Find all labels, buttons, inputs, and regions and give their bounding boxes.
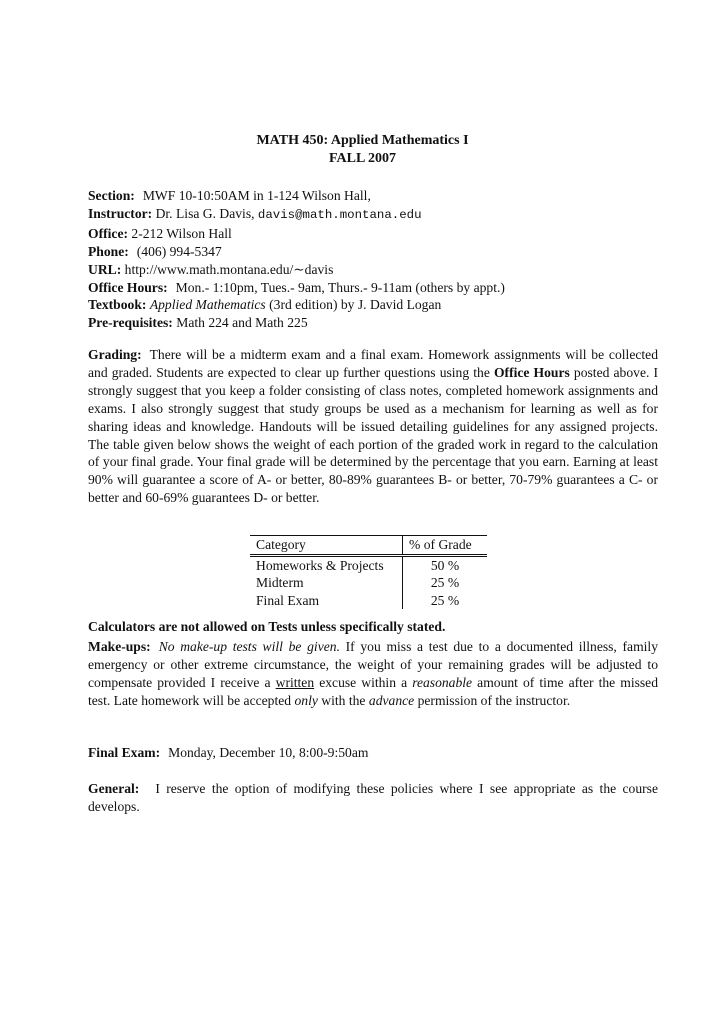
url-row — [88, 261, 668, 279]
makeups-written: written — [275, 674, 315, 690]
table-row — [250, 555, 487, 574]
grading-label: Grading: — [88, 347, 142, 362]
general-label: General: — [88, 781, 140, 796]
grading-text-2: posted above. I strongly suggest that you keep a folder consisting of class notes, completed homework assignments and exams. I also strongly suggest that study groups be used as a mechanism for learning as well as for sharing ideas and knowledge. Handouts will be issued detailing guidelines for any assigned projects. The table given below shows the weight of each portion of the graded work in regard to the calculation of your final grade. Your final grade will be determined by the percentage that you earn. Earning at least 90% will guarantee a score of A- or better, 80-89% guarantees B- or better, 70-79% guarantees a C- or better and 60-69% guarantees D- or better. — [88, 364, 659, 506]
makeups-reasonable: reasonable — [412, 674, 473, 690]
office-value: 2-212 Wilson Hall — [131, 225, 232, 241]
row-category: Midterm — [250, 574, 403, 592]
section-row — [88, 187, 668, 205]
prereq-value: Math 224 and Math 225 — [176, 315, 308, 331]
phone-label: Phone: — [88, 243, 129, 259]
table-header-row — [250, 536, 487, 556]
url-value: http://www.math.montana.edu/∼davis — [124, 261, 334, 277]
calculators-notice: Calculators are not allowed on Tests unless specifically stated. — [88, 619, 446, 634]
term-title: FALL 2007 — [328, 151, 397, 166]
instructor-name: Dr. Lisa G. Davis, — [155, 205, 255, 221]
office-hours-row — [88, 279, 668, 297]
final-exam-row — [88, 744, 658, 762]
prereq-label: Pre-requisites: — [88, 315, 173, 331]
row-category: Homeworks & Projects — [250, 555, 403, 574]
course-title: MATH 450: Applied Mathematics I — [256, 133, 469, 148]
final-exam-value: Monday, December 10, 8:00-9:50am — [168, 745, 369, 760]
makeups-text-4: with the — [321, 692, 366, 708]
general-text: I reserve the option of modifying these policies where I see appropriate as the course develops. — [88, 781, 658, 814]
makeups-text-5: permission of the instructor. — [417, 692, 571, 708]
grading-office-hours: Office Hours — [493, 364, 570, 380]
final-exam-label: Final Exam: — [88, 745, 161, 760]
textbook-details: (3rd edition) by J. David Logan — [269, 297, 442, 313]
header-percent: % of Grade — [403, 536, 488, 556]
makeups-italic-lead: No make-up tests will be given. — [158, 639, 340, 654]
makeups-only: only — [294, 692, 318, 708]
makeups-text-2: excuse within a — [319, 674, 408, 690]
textbook-title: Applied Mathematics — [149, 297, 266, 313]
makeups-text-3: amount of time after the missed test. Late homework will be accepted — [88, 674, 659, 708]
header-category: Category — [250, 536, 403, 556]
makeups-paragraph — [88, 638, 658, 710]
section-value: MWF 10-10:50AM in 1-124 Wilson Hall, — [142, 188, 371, 203]
row-percent: 25 % — [430, 592, 460, 608]
textbook-row — [88, 296, 668, 314]
table-row — [250, 592, 487, 610]
url-label: URL: — [88, 261, 122, 277]
office-hours-value: Mon.- 1:10pm, Tues.- 9am, Thurs.- 9-11am (others by appt.) — [175, 279, 505, 295]
office-label: Office: — [88, 225, 128, 241]
table-row — [250, 574, 487, 592]
row-category: Final Exam — [250, 592, 403, 610]
grading-text-1: There will be a midterm exam and a final exam. Homework assignments will be collected and graded. Students are expected to clear up further questions using the — [88, 347, 658, 380]
prereq-row — [88, 314, 668, 332]
course-info-block — [88, 187, 668, 332]
makeups-text-1: If you miss a test due to a documented illness, family emergency or other extreme circumstance, the weight of your remaining grades will be adjusted to compensate provided I receive a — [88, 639, 658, 690]
general-paragraph — [88, 780, 658, 816]
row-percent: 50 % — [430, 557, 460, 573]
office-row — [88, 225, 668, 243]
instructor-row — [88, 205, 668, 225]
phone-row — [88, 243, 668, 261]
section-label: Section: — [88, 188, 135, 203]
makeups-advance: advance — [368, 692, 415, 708]
grading-paragraph — [88, 346, 658, 507]
instructor-email: davis@math.montana.edu — [257, 207, 422, 222]
office-hours-label: Office Hours: — [88, 279, 168, 295]
row-percent: 25 % — [430, 575, 460, 591]
makeups-label: Make-ups: — [88, 639, 151, 654]
phone-value: (406) 994-5347 — [136, 243, 222, 259]
textbook-label: Textbook: — [88, 297, 147, 313]
grade-weights-table — [250, 535, 487, 609]
instructor-label: Instructor: — [88, 205, 153, 221]
